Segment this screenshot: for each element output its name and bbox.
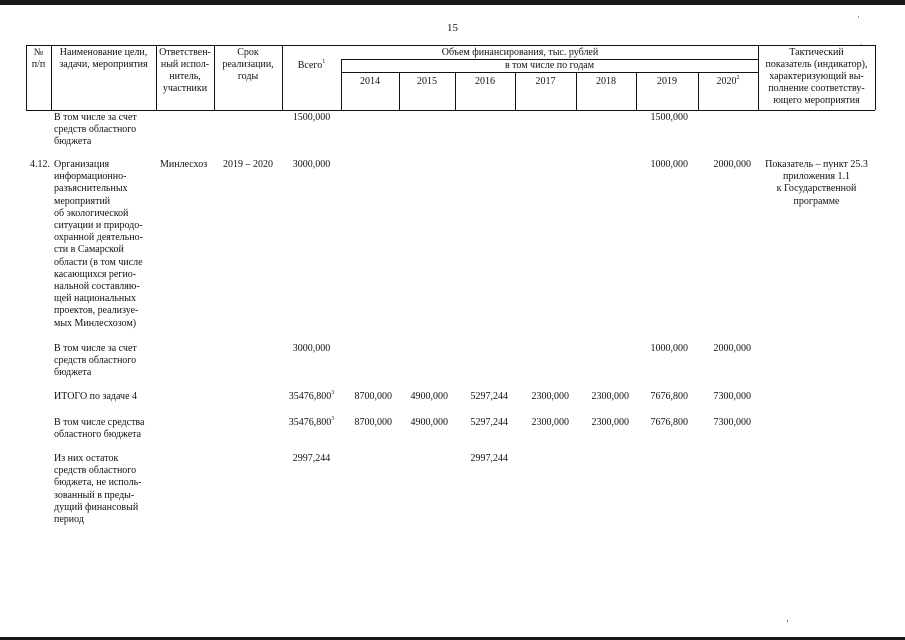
year-2018-header: 2018 (596, 76, 616, 87)
row-name-line: ситуации и природо- (54, 220, 143, 231)
row-number: 4.12. (30, 159, 50, 170)
row-y2015-value (399, 417, 448, 429)
row-y2019-value (636, 391, 688, 403)
value-text: 2000,000 (713, 159, 751, 170)
year-2019-header: 2019 (657, 76, 677, 87)
value-text: 5297,244 (470, 391, 508, 402)
row-name-line: бюджета (54, 136, 92, 148)
row-name-line: средств областного (54, 465, 137, 477)
row-name-line: об экологической (54, 207, 129, 219)
row-name-line: мых Минлесхозом) (54, 317, 137, 329)
value-text: 2997,244 (292, 453, 331, 464)
col-indicator-header: Тактический (789, 47, 844, 58)
col-indicator-header: характеризующий вы- (769, 71, 864, 82)
row-name-line: информационно- (54, 171, 127, 183)
value-text: 4900,000 (410, 391, 448, 402)
row-indicator-line: программе (793, 195, 840, 207)
value-text: 2000,000 (713, 343, 751, 354)
row-y2018-value (576, 417, 629, 429)
col-funding-header: Объем финансирования, тыс. рублей (441, 47, 599, 58)
col-term-header: годы (237, 71, 259, 82)
col-name-header: задачи, мероприятия (59, 59, 148, 70)
row-y2016-value (455, 453, 508, 465)
scan-speck: · (857, 12, 860, 22)
col-total-header: Всего$^1$ (297, 59, 326, 71)
row-responsible: Минлесхоз (160, 159, 208, 170)
row-name-line: дущий финансовый (54, 501, 139, 513)
row-name-line: Из них остаток (54, 453, 119, 464)
row-name-line: щей национальных (54, 293, 136, 305)
col-by-years-header: в том числе по годам (504, 60, 595, 71)
row-y2019-value (636, 112, 688, 124)
row-y2014-value (341, 417, 392, 429)
row-name-line: бюджета (54, 367, 92, 379)
row-indicator-line: к Государственной (776, 183, 857, 195)
value-text: 7676,800 (650, 417, 688, 428)
value-text: 1000,000 (650, 159, 688, 170)
value-text: 2300,000 (591, 391, 629, 402)
row-total-value (282, 417, 341, 429)
row-y2020-value (698, 159, 751, 171)
row-name-line: касающихся регио- (54, 268, 137, 280)
col-num-header: № (33, 47, 44, 58)
row-total-value (282, 112, 341, 124)
row-name-line: мероприятий (54, 195, 111, 207)
row-name-line: сти в Самарской (54, 244, 124, 256)
row-y2014-value (341, 391, 392, 403)
row-total-value (282, 343, 341, 355)
row-name-line: области (в том числе (54, 256, 143, 268)
row-y2019-value (636, 417, 688, 429)
row-name-line: В том числе средства (54, 417, 145, 428)
row-name-line: областного бюджета (54, 429, 142, 441)
footnote-mark: 3 (331, 416, 335, 422)
year-2015-header: 2015 (417, 76, 437, 87)
row-name-line: проектов, реализуе- (54, 305, 139, 317)
value-text: 1500,000 (292, 112, 331, 123)
row-y2016-value (455, 391, 508, 403)
col-responsible-header: участники (162, 83, 208, 94)
row-y2018-value (576, 391, 629, 403)
value-text: 2997,244 (470, 453, 508, 464)
row-name-line: В том числе за счет (54, 343, 137, 354)
scan-speck: · (860, 40, 863, 50)
col-indicator-header: полнение соответству- (768, 83, 865, 94)
value-text: 2300,000 (531, 391, 569, 402)
col-responsible-header: Ответствен- (159, 47, 211, 58)
year-2014-header: 2014 (360, 76, 380, 87)
footnote-mark: 3 (331, 390, 335, 396)
col-term-header: Срок (237, 47, 259, 58)
year-2017-header: 2017 (535, 76, 556, 87)
row-y2016-value (455, 417, 508, 429)
value-text: 7676,800 (650, 391, 688, 402)
row-y2017-value (515, 417, 569, 429)
row-name-line: ИТОГО по задаче 4 (54, 391, 138, 402)
row-total-value (282, 159, 341, 171)
row-indicator-line: приложения 1.1 (783, 171, 850, 183)
value-text: 2300,000 (591, 417, 629, 428)
year-2016-header: 2016 (475, 76, 495, 87)
row-name-line: нальной составляю- (54, 281, 140, 292)
col-indicator-header: показатель (индикатор), (765, 59, 868, 70)
scan-top-border (0, 0, 905, 5)
value-text: 35476,800 (288, 391, 332, 402)
value-text: 1500,000 (650, 112, 688, 123)
col-num-header: п/п (31, 59, 46, 70)
col-responsible-header: нитель, (169, 71, 201, 82)
value-text: 8700,000 (354, 391, 392, 402)
value-text: 3000,000 (292, 343, 331, 354)
row-y2020-value (698, 391, 751, 403)
row-y2020-value (698, 417, 751, 429)
row-name-line: охранной деятельно- (54, 232, 143, 244)
row-term: 2019 – 2020 (223, 159, 273, 170)
row-y2017-value (515, 391, 569, 403)
row-name-line: период (54, 514, 84, 525)
row-y2015-value (399, 391, 448, 403)
value-text: 7300,000 (713, 391, 751, 402)
row-y2020-value (698, 343, 751, 355)
year-2020-header: 2020$^2$ (716, 75, 740, 87)
value-text: 4900,000 (410, 417, 448, 428)
row-y2019-value (636, 159, 688, 171)
value-text: 8700,000 (354, 417, 392, 428)
value-text: 35476,800 (288, 417, 332, 428)
value-text: 3000,000 (292, 159, 331, 170)
row-name-line: В том числе за счет (54, 112, 137, 123)
value-text: 5297,244 (470, 417, 508, 428)
row-name-line: Организация (54, 159, 110, 170)
scan-speck: ‘ (786, 618, 789, 628)
row-total-value (282, 453, 341, 465)
row-name-line: средств областного (54, 124, 137, 136)
row-indicator-line: Показатель – пункт 25.3 (765, 159, 868, 170)
col-term-header: реализации, (222, 59, 274, 70)
col-name-header: Наименование цели, (59, 47, 148, 58)
row-y2019-value (636, 343, 688, 355)
value-text: 7300,000 (713, 417, 751, 428)
col-indicator-header: ющего мероприятия (773, 95, 860, 106)
value-text: 1000,000 (650, 343, 688, 354)
page-number: 15 (447, 22, 458, 34)
col-responsible-header: ный испол- (160, 59, 210, 70)
row-name-line: зованный в преды- (54, 489, 135, 501)
value-text: 2300,000 (531, 417, 569, 428)
row-name-line: разъяснительных (54, 183, 128, 195)
row-name-line: бюджета, не исполь- (54, 477, 142, 489)
row-name-line: средств областного (54, 355, 137, 367)
row-total-value (282, 391, 341, 403)
